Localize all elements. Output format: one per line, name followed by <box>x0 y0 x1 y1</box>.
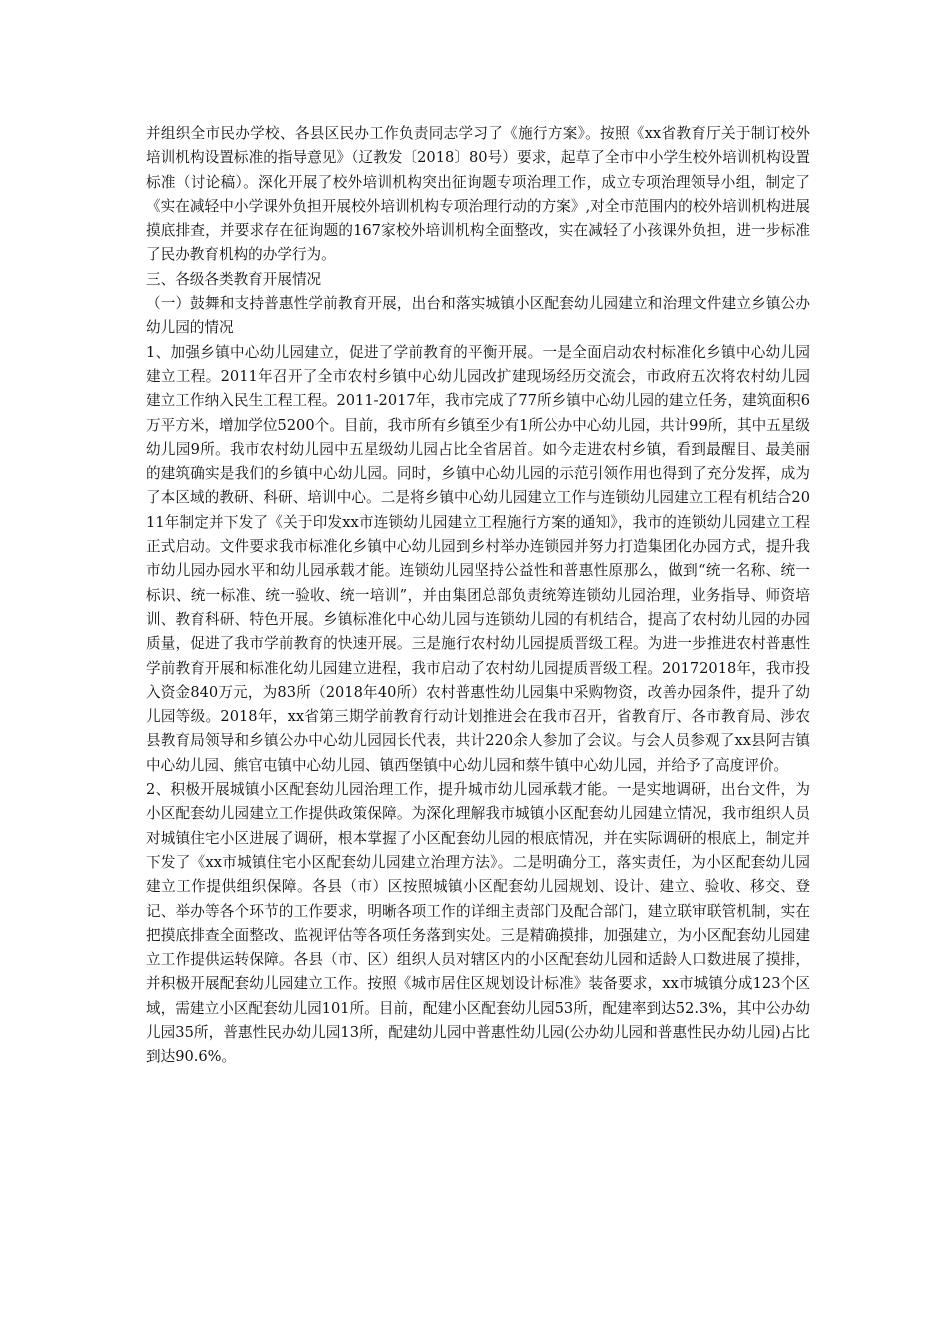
section-heading-3: 三、各级各类教育开展情况 <box>146 270 322 288</box>
paragraph-training-governance: 并组织全市民办学校、各县区民办工作负责同志学习了《施行方案》。按照《xx省教育厅关于制订校外培训机构设置标准的指导意见》（辽教发〔2018〕80号）要求，起草了全市中小学生校外培训机构设置标准（讨论稿）。深化开展了校外培训机构突出征询题专项治理工作，成立专项治理领导小组，制定了《实在减轻中小学课外负担开展校外培训机构专项治理行动的方案》,对全市范围内的校外培训机构进展摸底排查，并要求存在征询题的167家校外培训机构全面整改，实在减轻了小孩课外负担，进一步标准了民办教育机构的办学行为。 <box>146 125 810 264</box>
paragraph-community-kindergartens: 2、积极开展城镇小区配套幼儿园治理工作，提升城市幼儿园承载才能。一是实地调研，出台文件，为小区配套幼儿园建立工作提供政策保障。为深化理解我市城镇小区配套幼儿园建立情况，我市组织人员对城镇住宅小区进展了调研，根本掌握了小区配套幼儿园的根底情况，并在实际调研的根底上，制定并下发了《xx市城镇住宅小区配套幼儿园建立治理方法》。二是明确分工，落实责任，为小区配套幼儿园建立工作提供组织保障。各县（市）区按照城镇小区配套幼儿园规划、设计、建立、验收、移交、登记、举办等各个环节的工作要求，明晰各项工作的详细主责部门及配合部门，建立联审联管机制，实在把摸底排查全面整改、监视评估等各项任务落到实处。三是精确摸排，加强建立，为小区配套幼儿园建立工作提供运转保障。各县（市、区）组织人员对辖区内的小区配套幼儿园和适龄人口数进展了摸排，并积极开展配套幼儿园建立工作。按照《城市居住区规划设计标准》装备要求，xx市城镇分成123个区域，需建立小区配套幼儿园101所。目前，配建小区配套幼儿园53所，配建率到达52.3%，其中公办幼儿园35所，普惠性民办幼儿园13所，配建幼儿园中普惠性幼儿园(公办幼儿园和普惠性民办幼儿园)占比到达90.6%。 <box>146 781 810 1066</box>
paragraph-township-kindergartens: 1、加强乡镇中心幼儿园建立，促进了学前教育的平衡开展。一是全面启动农村标准化乡镇中心幼儿园建立工程。2011年召开了全市农村乡镇中心幼儿园改扩建现场经历交流会，市政府五次将农村幼儿园建立工作纳入民生工程工程。2011-2017年，我市完成了77所乡镇中心幼儿园的建立任务，建筑面积6万平方米，增加学位5200个。目前，我市所有乡镇至少有1所公办中心幼儿园，共计99所，其中五星级幼儿园9所。我市农村幼儿园中五星级幼儿园占比全省居首。如今走进农村乡镇，看到最醒目、最美丽的建筑确实是我们的乡镇中心幼儿园。同时，乡镇中心幼儿园的示范引领作用也得到了充分发挥，成为了本区域的教研、科研、培训中心。二是将乡镇中心幼儿园建立工作与连锁幼儿园建立工程有机结合2011年制定并下发了《关于印发xx市连锁幼儿园建立工程施行方案的通知》，我市的连锁幼儿园建立工程正式启动。文件要求我市标准化乡镇中心幼儿园到乡村举办连锁园并努力打造集团化办园方式，提升我市幼儿园办园水平和幼儿园承载才能。连锁幼儿园坚持公益性和普惠性原那么，做到“统一名称、统一标识、统一标准、统一验收、统一培训”，并由集团总部负责统筹连锁幼儿园治理，业务指导、师资培训、教育科研、特色开展。乡镇标准化中心幼儿园与连锁幼儿园的有机结合，提高了农村幼儿园的办园质量，促进了我市学前教育的快速开展。三是施行农村幼儿园提质晋级工程。为进一步推进农村普惠性学前教育开展和标准化幼儿园建立进程，我市启动了农村幼儿园提质晋级工程。20172018年，我市投入资金840万元，为83所（2018年40所）农村普惠性幼儿园集中采购物资，改善办园条件，提升了幼儿园等级。2018年，xx省第三期学前教育行动计划推进会在我市召开，省教育厅、各市教育局、涉农县教育局领导和乡镇公办中心幼儿园园长代表，共计220余人参加了会议。与会人员参观了xx县阿吉镇中心幼儿园、熊官屯镇中心幼儿园、镇西堡镇中心幼儿园和蔡牛镇中心幼儿园，并给予了高度评价。 <box>146 343 810 774</box>
document-body <box>146 122 810 1070</box>
subsection-heading-1: （一）鼓舞和支持普惠性学前教育开展，出台和落实城镇小区配套幼儿园建立和治理文件建立乡镇公办幼儿园的情况 <box>146 295 810 337</box>
